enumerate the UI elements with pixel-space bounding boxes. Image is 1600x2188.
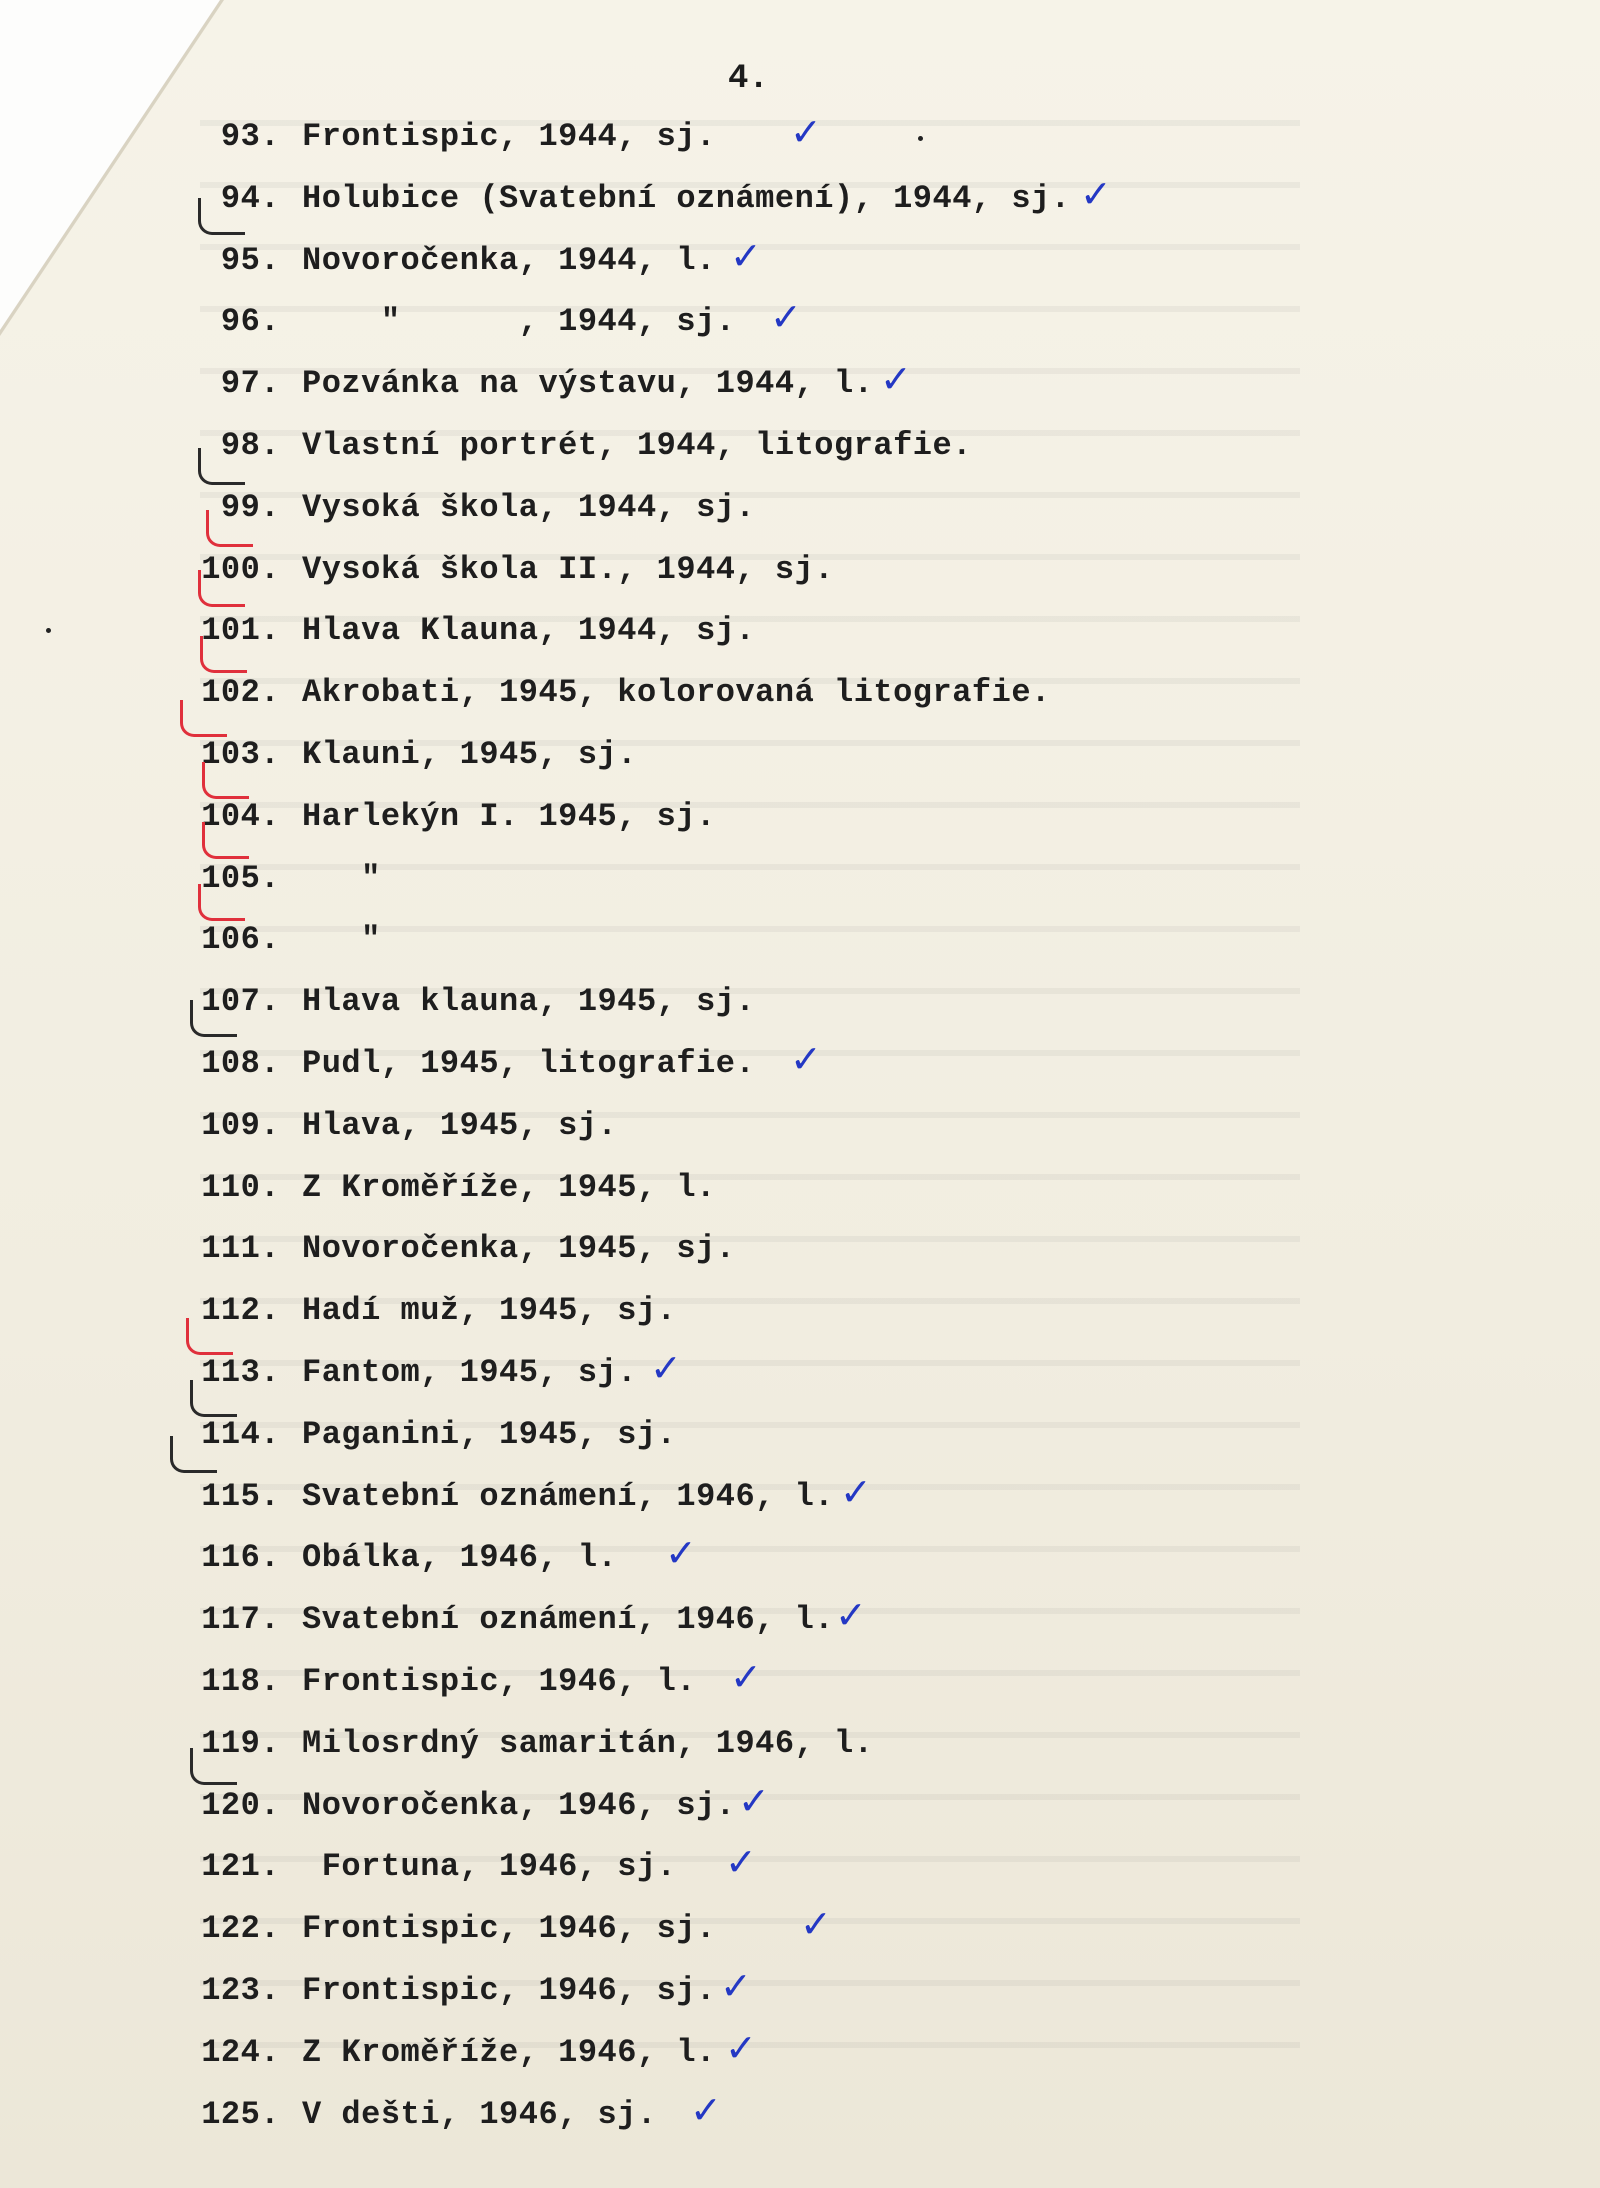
entry-number: 108. [201,1045,280,1082]
entry-number: 104. [201,797,280,835]
entry-text: Svatební oznámení, 1946, l. [302,1477,834,1515]
entry-number: 115. [201,1477,280,1515]
entry-text: Obálka, 1946, l. [302,1539,618,1577]
list-item [0,1107,1400,1157]
entry-number: 119. [201,1724,280,1762]
list-item [0,1469,1400,1528]
entry-text: V dešti, 1946, sj. [302,2095,657,2133]
black-margin-mark [170,1436,217,1473]
list-item [0,1964,1400,2022]
checkmark-icon: ✓ [725,2025,758,2070]
entry-text: Vysoká škola II., 1944, sj. [302,550,834,588]
entry-text: Klauni, 1945, sj. [302,736,637,773]
entry-text: " [302,859,381,897]
entry-number: 114. [201,1415,280,1453]
black-margin-mark [190,1000,237,1037]
entry-number: 121. [201,1848,280,1886]
checkmark-icon: ✓ [690,2087,723,2132]
entry-text: Hlava klauna, 1945, sj. [302,983,756,1021]
entry-text: Hlava Klauna, 1944, sj. [302,612,756,650]
entry-number: 124. [201,2033,280,2071]
list-item [0,1230,1400,1280]
entry-text: Hlava, 1945, sj. [302,1106,618,1144]
list-item [0,1655,1400,1713]
entry-number: 102. [201,674,280,712]
black-margin-mark [190,1380,237,1417]
entry-number: 95. [220,241,280,279]
entry-number: 101. [201,612,280,650]
list-item [0,110,1400,168]
checkmark-icon: ✓ [738,1778,771,1823]
entry-text: Holubice (Svatební oznámení), 1944, sj. [302,179,1071,217]
checkmark-icon: ✓ [665,1531,698,1576]
entry-text: Novoročenka, 1944, l. [302,241,716,279]
entry-text: Frontispic, 1946, sj. [302,1910,716,1948]
entry-text: " , 1944, sj. [302,303,736,341]
checkmark-icon: ✓ [800,1902,833,1947]
entry-number: 106. [201,921,280,959]
list-item [0,2025,1400,2084]
entry-text: Paganini, 1945, sj. [302,1415,677,1453]
checkmark-icon: ✓ [790,1037,823,1081]
page-number: 4. [728,60,769,98]
entry-number: 93. [220,118,280,155]
entry-text: Frontispic, 1944, sj. [302,118,716,155]
entry-number: 112. [201,1292,280,1330]
list-item [0,1593,1400,1651]
checkmark-icon: ✓ [730,233,763,278]
list-item [0,921,1400,971]
black-margin-mark [190,1748,237,1785]
entry-number: 118. [201,1663,280,1700]
entry-text: Vysoká škola, 1944, sj. [302,488,756,526]
entry-text: Hadí muž, 1945, sj. [302,1292,677,1330]
red-margin-mark [198,570,245,607]
entry-text: Frontispic, 1946, sj. [302,1972,716,2009]
entry-text: Pozvánka na výstavu, 1944, l. [302,365,874,403]
checkmark-icon: ✓ [840,1469,873,1514]
entry-text: Akrobati, 1945, kolorovaná litografie. [302,674,1051,712]
red-margin-mark [202,822,249,859]
checkmark-icon: ✓ [790,110,823,154]
entry-text: Milosrdný samaritán, 1946, l. [302,1724,874,1762]
entry-number: 99. [220,488,280,526]
entry-number: 116. [201,1539,280,1577]
entry-text: Vlastní portrét, 1944, litografie. [302,427,972,464]
list-item [0,1531,1400,1589]
list-item [0,1902,1400,1960]
list-item [0,2087,1400,2146]
checkmark-icon: ✓ [770,295,803,340]
entry-number: 107. [201,983,280,1021]
red-margin-mark [198,884,245,921]
entry-number: 123. [201,1972,280,2009]
checkmark-icon: ✓ [730,1655,763,1699]
entry-text: Z Kroměříže, 1945, l. [302,1168,716,1206]
entry-text: Novoročenka, 1945, sj. [302,1230,736,1268]
checkmark-icon: ✓ [650,1346,683,1390]
red-margin-mark [206,510,253,547]
checkmark-icon: ✓ [720,1964,753,2008]
entry-number: 122. [201,1910,280,1948]
entry-number: 100. [201,550,280,588]
entry-text: Frontispic, 1946, l. [302,1663,697,1700]
entry-text: Harlekýn I. 1945, sj. [302,797,716,835]
entry-text: Fortuna, 1946, sj. [302,1848,677,1886]
list-item [0,1169,1400,1219]
checkmark-icon: ✓ [1080,171,1113,216]
red-margin-mark [200,636,247,673]
entry-text: Novoročenka, 1946, sj. [302,1786,736,1824]
entry-number: 110. [201,1168,280,1206]
entry-number: 117. [201,1601,280,1639]
entry-number: 98. [220,427,280,464]
list-item [0,1037,1400,1095]
red-margin-mark [186,1318,233,1355]
entry-number: 113. [201,1354,280,1391]
entry-number: 97. [220,365,280,403]
entry-number: 96. [220,303,280,341]
list-item [0,233,1400,292]
list-item [0,357,1400,415]
checkmark-icon: ✓ [880,357,913,402]
red-margin-mark [202,762,249,799]
entry-number: 103. [201,736,280,773]
entry-text: Z Kroměříže, 1946, l. [302,2033,716,2071]
list-item [0,1840,1400,1898]
checkmark-icon: ✓ [835,1593,868,1638]
list-item [0,1778,1400,1837]
entry-text: " [302,921,381,959]
entry-number: 105. [201,859,280,897]
entry-number: 94. [220,179,280,217]
entry-text: Pudl, 1945, litografie. [302,1045,756,1082]
entry-text: Fantom, 1945, sj. [302,1354,637,1391]
red-margin-mark [180,700,227,737]
black-margin-mark [198,198,245,235]
black-margin-mark [198,448,245,485]
entry-text: Svatební oznámení, 1946, l. [302,1601,834,1639]
checkmark-icon: ✓ [725,1840,758,1885]
entry-number: 125. [201,2095,280,2133]
entry-number: 109. [201,1106,280,1144]
entry-number: 111. [201,1230,280,1268]
entry-number: 120. [201,1786,280,1824]
list-item [0,295,1400,353]
